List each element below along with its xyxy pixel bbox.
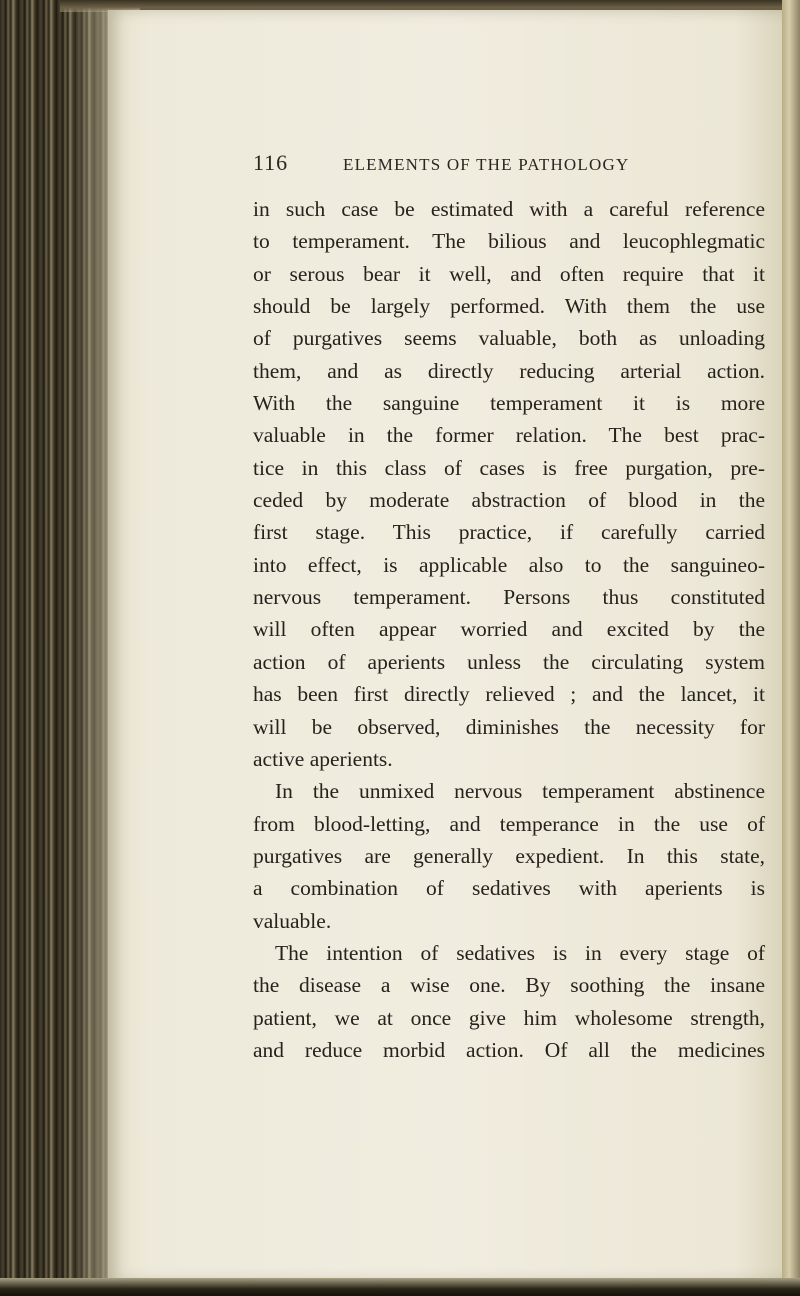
text-line: them, and as directly reducing arterial action. bbox=[253, 358, 765, 383]
text-line: With the sanguine temperament it is more bbox=[253, 391, 765, 416]
text-line: a combination of sedatives with aperients is bbox=[253, 876, 765, 901]
text-line: tice in this class of cases is free purgation, pre- bbox=[253, 455, 765, 480]
text-line: has been first directly relieved ; and the lancet, it bbox=[253, 682, 765, 707]
text-line: to temperament. The bilious and leucophlegmatic bbox=[253, 229, 765, 254]
body-text bbox=[253, 193, 765, 1066]
text-line: valuable in the former relation. The best prac- bbox=[253, 423, 765, 448]
text-line: action of aperients unless the circulating system bbox=[253, 649, 765, 674]
page-number: 116 bbox=[253, 150, 289, 175]
text-line: will be observed, diminishes the necessity for bbox=[253, 714, 765, 739]
running-head bbox=[253, 150, 693, 176]
text-line: purgatives are generally expedient. In this state, bbox=[253, 843, 765, 868]
text-line: should be largely performed. With them the use bbox=[253, 294, 765, 319]
text-line: will often appear worried and excited by the bbox=[253, 617, 765, 642]
text-line: ceded by moderate abstraction of blood in the bbox=[253, 488, 765, 513]
text-line: In the unmixed nervous temperament abstinence bbox=[275, 779, 765, 804]
bottom-page-edge bbox=[0, 1278, 800, 1296]
text-line: active aperients. bbox=[253, 746, 393, 771]
text-line: and reduce morbid action. Of all the medicines bbox=[253, 1037, 765, 1062]
text-line: from blood-letting, and temperance in the use of bbox=[253, 811, 765, 836]
text-line: nervous temperament. Persons thus constituted bbox=[253, 585, 765, 610]
text-line: valuable. bbox=[253, 908, 332, 933]
text-line: or serous bear it well, and often require that it bbox=[253, 261, 765, 286]
text-line: first stage. This practice, if carefully carried bbox=[253, 520, 765, 545]
text-line: in such case be estimated with a careful reference bbox=[253, 197, 765, 221]
text-line: of purgatives seems valuable, both as unloading bbox=[253, 326, 765, 351]
text-line: patient, we at once give him wholesome strength, bbox=[253, 1005, 765, 1030]
text-line: The intention of sedatives is in every stage of bbox=[275, 940, 765, 965]
text-line: into effect, is applicable also to the sanguineo- bbox=[253, 552, 765, 577]
right-page-edge bbox=[782, 0, 800, 1296]
running-title: ELEMENTS OF THE PATHOLOGY bbox=[343, 155, 630, 174]
text-line: the disease a wise one. By soothing the insane bbox=[253, 973, 765, 998]
